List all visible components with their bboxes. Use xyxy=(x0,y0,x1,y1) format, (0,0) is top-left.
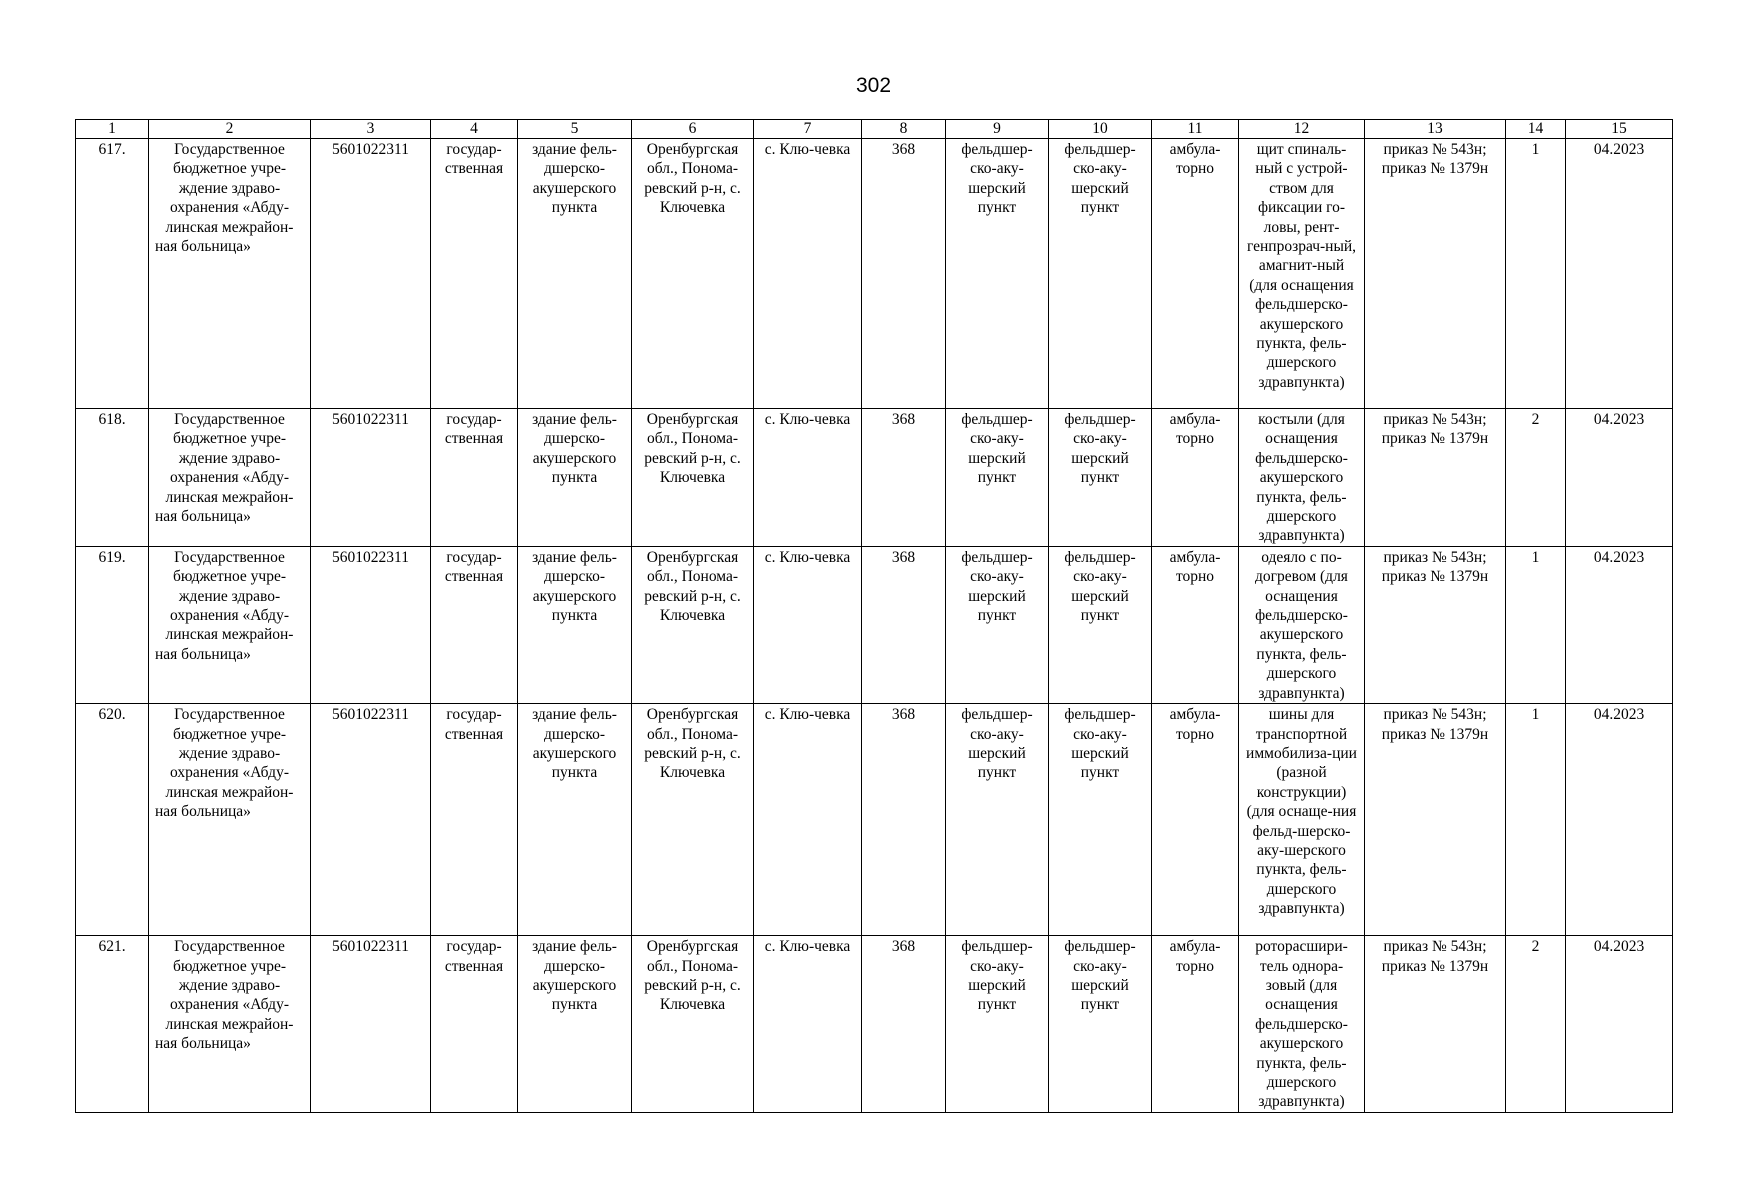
organization-name: Государственное бюджетное учре-ждение здраво-охранения «Абду-линская межрайон-ная больница» xyxy=(149,936,311,1113)
care-form: амбула-торно xyxy=(1152,936,1239,1113)
column-header: 7 xyxy=(754,120,862,139)
row-number: 618. xyxy=(76,409,149,547)
organization-name: Государственное бюджетное учре-ждение здраво-охранения «Абду-линская межрайон-ная больница» xyxy=(149,139,311,409)
locality: с. Клю-чевка xyxy=(754,546,862,703)
table-row xyxy=(76,704,1673,936)
column-header: 5 xyxy=(518,120,632,139)
ownership-form: государ-ственная xyxy=(431,139,518,409)
column-header: 9 xyxy=(946,120,1049,139)
equipment: шины для транспортной иммобилиза-ции (разной конструкции) (для оснаще-ния фельд-шерско-аку-шерского пункта, фель-дшерского здравпункта) xyxy=(1239,704,1365,936)
date: 04.2023 xyxy=(1566,546,1673,703)
locality: с. Клю-чевка xyxy=(754,936,862,1113)
organization-name: Государственное бюджетное учре-ждение здраво-охранения «Абду-линская межрайон-ная больница» xyxy=(149,409,311,547)
ownership-form: государ-ственная xyxy=(431,546,518,703)
row-number: 619. xyxy=(76,546,149,703)
inn: 5601022311 xyxy=(311,546,431,703)
table-row xyxy=(76,936,1673,1113)
column-header: 1 xyxy=(76,120,149,139)
inn: 5601022311 xyxy=(311,936,431,1113)
building: здание фель-дшерско-акушерского пункта xyxy=(518,704,632,936)
inn: 5601022311 xyxy=(311,704,431,936)
locality: с. Клю-чевка xyxy=(754,409,862,547)
care-form: амбула-торно xyxy=(1152,546,1239,703)
unit-name: фельдшер-ско-аку-шерский пункт xyxy=(1049,409,1152,547)
row-number: 617. xyxy=(76,139,149,409)
care-form: амбула-торно xyxy=(1152,139,1239,409)
unit-type: фельдшер-ско-аку-шерский пункт xyxy=(946,409,1049,547)
column-header: 4 xyxy=(431,120,518,139)
quantity: 1 xyxy=(1506,546,1566,703)
equipment: щит спиналь-ный с устрой-ством для фиксации го-ловы, рент-генпрозрач-ный, амагнит-ный (для оснащения фельдшерско-акушерского пункта, фель-дшерского здравпункта) xyxy=(1239,139,1365,409)
unit-name: фельдшер-ско-аку-шерский пункт xyxy=(1049,139,1152,409)
orders: приказ № 543н; приказ № 1379н xyxy=(1365,139,1506,409)
equipment: одеяло с по-догревом (для оснащения фельдшерско-акушерского пункта, фель-дшерского здравпункта) xyxy=(1239,546,1365,703)
address: Оренбургская обл., Понома-ревский р-н, с. Ключевка xyxy=(632,936,754,1113)
table-row xyxy=(76,139,1673,409)
orders: приказ № 543н; приказ № 1379н xyxy=(1365,704,1506,936)
column-header: 10 xyxy=(1049,120,1152,139)
quantity: 2 xyxy=(1506,936,1566,1113)
quantity: 1 xyxy=(1506,139,1566,409)
orders: приказ № 543н; приказ № 1379н xyxy=(1365,546,1506,703)
page-number: 302 xyxy=(855,74,892,97)
ownership-form: государ-ственная xyxy=(431,409,518,547)
building: здание фель-дшерско-акушерского пункта xyxy=(518,139,632,409)
care-form: амбула-торно xyxy=(1152,409,1239,547)
equipment: роторасшири-тель однора-зовый (для оснащения фельдшерско-акушерского пункта, фель-дшерского здравпункта) xyxy=(1239,936,1365,1113)
quantity: 1 xyxy=(1506,704,1566,936)
ownership-form: государ-ственная xyxy=(431,704,518,936)
address: Оренбургская обл., Понома-ревский р-н, с. Ключевка xyxy=(632,139,754,409)
unit-name: фельдшер-ско-аку-шерский пункт xyxy=(1049,546,1152,703)
building: здание фель-дшерско-акушерского пункта xyxy=(518,546,632,703)
unit-type: фельдшер-ско-аку-шерский пункт xyxy=(946,546,1049,703)
ownership-form: государ-ственная xyxy=(431,936,518,1113)
code: 368 xyxy=(862,546,946,703)
date: 04.2023 xyxy=(1566,139,1673,409)
inn: 5601022311 xyxy=(311,139,431,409)
date: 04.2023 xyxy=(1566,704,1673,936)
equipment: костыли (для оснащения фельдшерско-акушерского пункта, фель-дшерского здравпункта) xyxy=(1239,409,1365,547)
column-header: 15 xyxy=(1566,120,1673,139)
column-number-header-row xyxy=(76,120,1673,139)
organization-name: Государственное бюджетное учре-ждение здраво-охранения «Абду-линская межрайон-ная больница» xyxy=(149,546,311,703)
orders: приказ № 543н; приказ № 1379н xyxy=(1365,936,1506,1113)
column-header: 2 xyxy=(149,120,311,139)
inn: 5601022311 xyxy=(311,409,431,547)
code: 368 xyxy=(862,936,946,1113)
building: здание фель-дшерско-акушерского пункта xyxy=(518,936,632,1113)
code: 368 xyxy=(862,139,946,409)
orders: приказ № 543н; приказ № 1379н xyxy=(1365,409,1506,547)
quantity: 2 xyxy=(1506,409,1566,547)
row-number: 620. xyxy=(76,704,149,936)
table-row xyxy=(76,409,1673,547)
date: 04.2023 xyxy=(1566,936,1673,1113)
locality: с. Клю-чевка xyxy=(754,139,862,409)
column-header: 6 xyxy=(632,120,754,139)
unit-name: фельдшер-ско-аку-шерский пункт xyxy=(1049,704,1152,936)
organization-name: Государственное бюджетное учре-ждение здраво-охранения «Абду-линская межрайон-ная больница» xyxy=(149,704,311,936)
unit-name: фельдшер-ско-аку-шерский пункт xyxy=(1049,936,1152,1113)
row-number: 621. xyxy=(76,936,149,1113)
code: 368 xyxy=(862,409,946,547)
address: Оренбургская обл., Понома-ревский р-н, с. Ключевка xyxy=(632,409,754,547)
unit-type: фельдшер-ско-аку-шерский пункт xyxy=(946,139,1049,409)
unit-type: фельдшер-ско-аку-шерский пункт xyxy=(946,704,1049,936)
locality: с. Клю-чевка xyxy=(754,704,862,936)
unit-type: фельдшер-ско-аку-шерский пункт xyxy=(946,936,1049,1113)
table-row xyxy=(76,546,1673,703)
column-header: 13 xyxy=(1365,120,1506,139)
address: Оренбургская обл., Понома-ревский р-н, с. Ключевка xyxy=(632,546,754,703)
code: 368 xyxy=(862,704,946,936)
date: 04.2023 xyxy=(1566,409,1673,547)
column-header: 3 xyxy=(311,120,431,139)
column-header: 11 xyxy=(1152,120,1239,139)
column-header: 14 xyxy=(1506,120,1566,139)
building: здание фель-дшерско-акушерского пункта xyxy=(518,409,632,547)
column-header: 12 xyxy=(1239,120,1365,139)
column-header: 8 xyxy=(862,120,946,139)
address: Оренбургская обл., Понома-ревский р-н, с. Ключевка xyxy=(632,704,754,936)
equipment-register-table xyxy=(75,119,1673,1113)
care-form: амбула-торно xyxy=(1152,704,1239,936)
